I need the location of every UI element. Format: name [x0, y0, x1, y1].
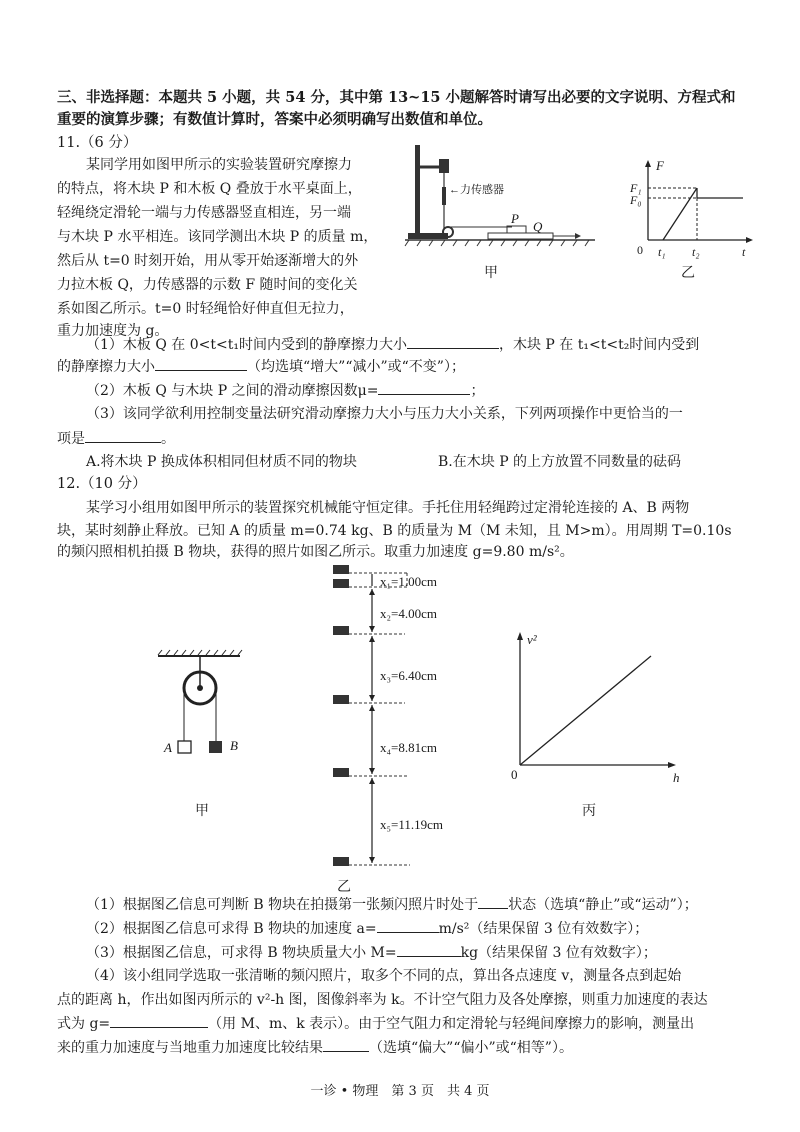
origin: 0: [511, 767, 518, 782]
axis-h: h: [673, 770, 680, 785]
q12-figure-bing-graph: [505, 630, 685, 790]
q12-sub4-line1: （4）该小组同学选取一张清晰的频闪照片，取多个不同的点，算出各点速度 v，测量各点到起始: [86, 968, 682, 984]
q11-sub3-line1: （3）该同学欲利用控制变量法研究滑动摩擦力大小与压力大小关系，下列两项操作中更恰当的一: [86, 406, 683, 422]
section-header-line2: 重要的演算步骤；有数值计算时，答案中必须明确写出数值和单位。: [57, 111, 492, 128]
label-x2: x₂=4.00cm: [380, 606, 437, 621]
label-t1: t₁: [658, 245, 666, 259]
answer-blank-11-3[interactable]: [85, 428, 161, 443]
label-x4: x₄=8.81cm: [380, 740, 437, 755]
q11-stem-2: 轻绳绕定滑轮一端与力传感器竖直相连，另一端: [57, 205, 351, 221]
q11-yi-caption: 乙: [681, 265, 695, 281]
answer-blank-12-4a[interactable]: [110, 1013, 208, 1028]
q12-sub3: （3）根据图乙信息，可求得 B 物块质量大小 M= kg（结果保留 3 位有效数字）；: [86, 942, 657, 963]
label-p: P: [511, 211, 519, 226]
label-x5: x₅=11.19cm: [380, 817, 444, 832]
q11-jia-caption: 甲: [484, 265, 498, 281]
q12-bing-caption: 丙: [582, 803, 596, 819]
q12-figure-jia-pulley: [158, 650, 248, 760]
label-f1: F₁: [630, 181, 642, 195]
q12-stem-1: 块，某时刻静止释放。已知 A 的质量 m=0.74 kg、B 的质量为 M（M 未知，且 M>m）。用周期 T=0.10s: [57, 523, 732, 539]
label-f0: F₀: [630, 193, 642, 207]
axis-f: F: [656, 158, 664, 173]
q12-number: 12.（10 分）: [57, 476, 147, 492]
q11-stem-1: 的特点，将木块 P 和木板 Q 叠放于水平桌面上，: [57, 181, 362, 197]
q12-sub4-line3: 式为 g= （用 M、m、k 表示）。由于空气阻力和定滑轮与轻绳间摩擦力的影响，测量出: [57, 1013, 694, 1034]
answer-blank-12-3[interactable]: [397, 942, 461, 957]
axis-v2: v²: [527, 632, 537, 647]
answer-blank-11-2[interactable]: [378, 380, 470, 395]
q11-number: 11.（6 分）: [57, 135, 138, 151]
answer-blank-11-1b[interactable]: [155, 356, 247, 371]
section-header-line1: 三、非选择题：本题共 5 小题，共 54 分，其中第 13~15 小题解答时请写出必要的文字说明、方程式和: [57, 89, 736, 106]
q11-sub1-line2: 的静摩擦力大小 （均选填“增大”“减小”或“不变”）；: [57, 356, 465, 377]
q11-sub3-line2: 项是 。: [57, 428, 175, 449]
q12-sub4-line2: 点的距离 h，作出如图丙所示的 v²-h 图，图像斜率为 k。不计空气阻力及各处摩擦，则重力加速度的表达: [57, 992, 708, 1008]
q11-sub1-line1: （1）木板 Q 在 0<t<t₁时间内受到的静摩擦力大小 ，木块 P 在 t₁<t<t₂时间内受到: [86, 334, 699, 355]
page-footer: 一诊 • 物理 第 3 页 共 4 页: [310, 1084, 490, 1099]
q12-sub2: （2）根据图乙信息可求得 B 物块的加速度 a= m/s²（结果保留 3 位有效数字）；: [86, 918, 648, 939]
label-x1: x₁=1.00cm: [380, 574, 437, 589]
origin: 0: [637, 243, 643, 257]
label-q: Q: [533, 219, 543, 234]
q11-option-b: B.在木块 P 的上方放置不同数量的砝码: [438, 454, 682, 470]
q11-stem-7: 重力加速度为 g。: [57, 323, 169, 339]
q11-figure-jia: [405, 145, 595, 255]
label-x3: x₃=6.40cm: [380, 668, 437, 683]
q12-sub4-line4: 来的重力加速度与当地重力加速度比较结果 （选填“偏大”“偏小”或“相等”）。: [57, 1037, 573, 1058]
q11-stem-6: 系如图乙所示。t=0 时轻绳恰好伸直但无拉力，: [57, 301, 354, 317]
q11-stem-3: 与木块 P 水平相连。该同学测出木块 P 的质量 m，: [57, 229, 378, 245]
q12-stem-2: 的频闪照相机拍摄 B 物块，获得的照片如图乙所示。取重力加速度 g=9.80 m/s²。: [57, 544, 574, 560]
sensor-label: ←力传感器: [449, 184, 504, 196]
answer-blank-12-1[interactable]: [478, 894, 508, 909]
q11-stem-4: 然后从 t=0 时刻开始，用从零开始逐渐增大的外: [57, 253, 359, 269]
answer-blank-12-2[interactable]: [377, 918, 439, 933]
q11-stem-5: 力拉木板 Q，力传感器的示数 F 随时间的变化关: [57, 277, 358, 293]
q12-jia-caption: 甲: [195, 803, 209, 819]
answer-blank-12-4b[interactable]: [323, 1037, 369, 1052]
q11-option-a: A.将木块 P 换成体积相同但材质不同的物块: [86, 454, 357, 470]
q12-sub1: （1）根据图乙信息可判断 B 物块在拍摄第一张频闪照片时处于 状态（选填“静止”或“运动”）；: [86, 894, 698, 915]
q11-figure-yi: [630, 160, 770, 260]
label-b: B: [230, 738, 238, 753]
q12-stem-0: 某学习小组用如图甲所示的装置探究机械能守恒定律。手托住用轻绳跨过定滑轮连接的 A、B 两物: [86, 500, 690, 516]
label-t2: t₂: [692, 245, 700, 259]
q12-yi-caption: 乙: [337, 879, 351, 895]
axis-t: t: [742, 245, 746, 259]
answer-blank-11-1a[interactable]: [407, 334, 499, 349]
q11-stem-0: 某同学用如图甲所示的实验装置研究摩擦力: [86, 157, 352, 173]
q12-figure-yi-strobe: [330, 562, 480, 872]
q11-sub2: （2）木板 Q 与木块 P 之间的滑动摩擦因数μ= ；: [86, 380, 484, 401]
label-a: A: [164, 740, 172, 755]
